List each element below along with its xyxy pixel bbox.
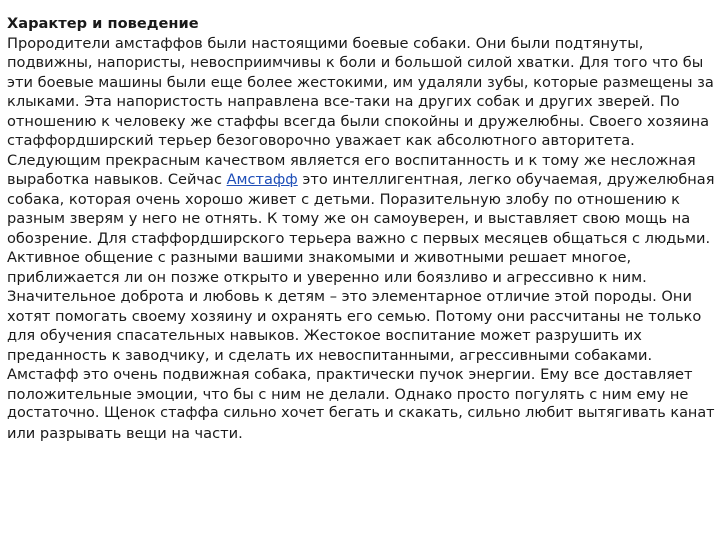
text-line: разным зверям у него не отнять. К тому же он самоуверен, и выставляет свою мощь на [7, 210, 691, 227]
amstaff-link[interactable]: Амстафф [226, 171, 298, 188]
text-line: собака, которая очень хорошо живет с детьми. Поразительную злобу по отношению к [7, 190, 680, 208]
text-line: хотят помогать своему хозяину и охранять его семью. Потому они рассчитаны не только [7, 307, 702, 325]
article-text [7, 14, 715, 443]
text-line: или разрывать вещи на части. [7, 424, 243, 442]
text-line: подвижны, напористы, невосприимчивы к боли и большой силой хватки. Для того что бы [7, 54, 704, 71]
text-line: Следующим прекрасным качеством является его воспитанность и к тому же несложная [7, 151, 696, 169]
text-line: Прородители амстаффов были настоящими боевые собаки. Они были подтянуты, [7, 34, 644, 52]
text-line: достаточно. Щенок стаффа сильно хочет бегать и скакать, сильно любит вытягивать канат [7, 405, 715, 421]
text-line: эти боевые машины были еще более жестокими, им удаляли зубы, которые размещены за [7, 73, 714, 91]
text-line: приближается ли он позже открыто и уверенно или боязливо и агрессивно к ним. [7, 268, 647, 286]
text-line: Амстафф это очень подвижная собака, практически пучок энергии. Ему все доставляет [7, 366, 693, 383]
text-segment: выработка навыков. Сейчас [7, 171, 227, 188]
text-line: клыками. Эта напористость направлена все-таки на других собак и других зверей. По [7, 93, 680, 110]
text-segment: это интеллигентная, легко обучаемая, дружелюбная [297, 171, 715, 188]
text-line-with-link [7, 170, 715, 190]
text-line: стаффордширский терьер безоговорочно уважает как абсолютного авторитета. [7, 132, 635, 149]
text-line: положительные эмоции, что бы с ним не делали. Однако просто погулять с ним ему не [7, 385, 689, 403]
section-heading: Характер и поведение [7, 15, 199, 32]
text-line: обозрение. Для стаффордширского терьера важно с первых месяцев общаться с людьми. [7, 229, 711, 247]
text-line: для обучения спасательных навыков. Жестокое воспитание может разрушить их [7, 327, 642, 344]
text-line: преданность к заводчику, и сделать их невоспитанными, агрессивными собаками. [7, 346, 653, 364]
text-line: Активное общение с разными вашими знакомыми и животными решает многое, [7, 249, 632, 266]
text-line: отношению к человеку же стаффы всегда были спокойны и дружелюбны. Своего хозяина [7, 112, 710, 130]
text-line: Значительное доброта и любовь к детям – это элементарное отличие этой породы. Они [7, 288, 692, 305]
